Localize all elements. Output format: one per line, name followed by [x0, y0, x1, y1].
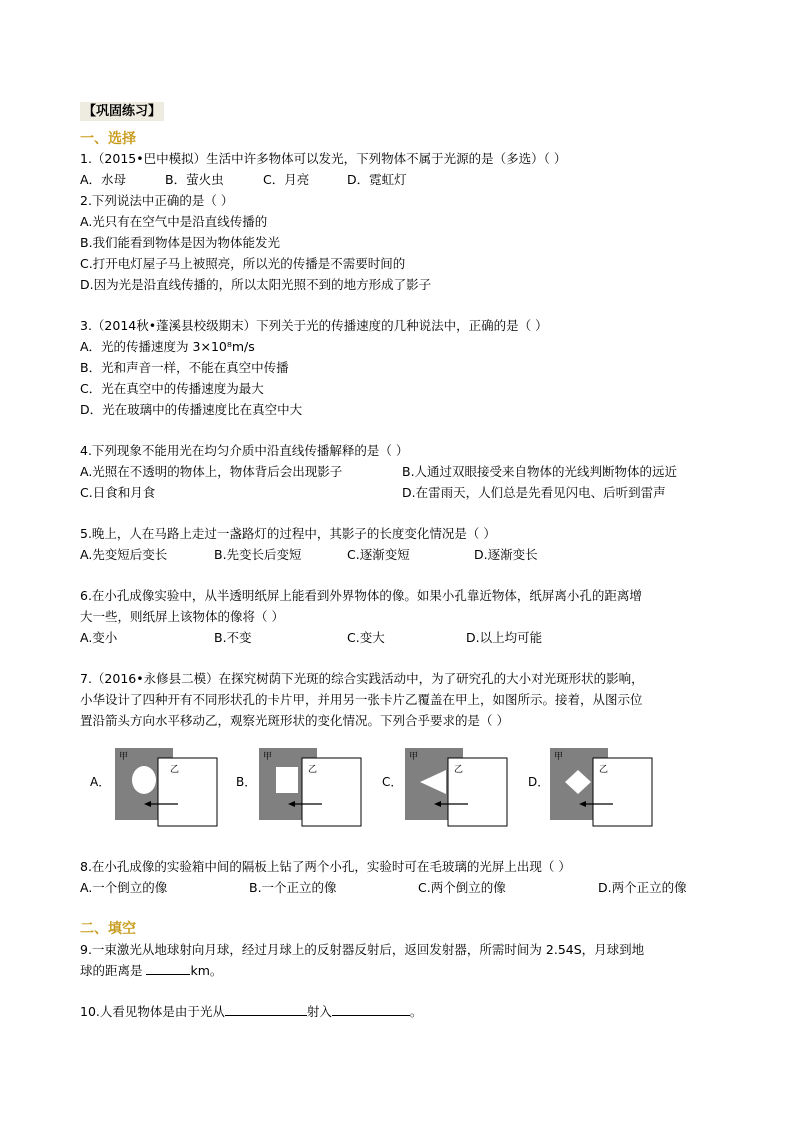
- section-heading-tag: 【巩固练习】: [80, 102, 164, 121]
- q9-stem-line1: 9.一束激光从地球射向月球，经过月球上的反射器反射后，返回发射器，所需时间为 2.54S，月球到地: [80, 942, 645, 957]
- q2-option-c: C.打开电灯屋子马上被照亮，所以光的传播是不需要时间的: [80, 256, 406, 271]
- section-title-fill: 二、填空: [80, 921, 136, 937]
- q7-figure-option-b[interactable]: [234, 748, 394, 828]
- q6-stem-line1: 6.在小孔成像实验中，从半透明纸屏上能看到外界物体的像。如果小孔靠近物体，纸屏离小孔的距离增: [80, 588, 642, 603]
- card-yi-label: 乙: [599, 765, 609, 775]
- q3-stem: 3.（2014秋•蓬溪县校级期末）下列关于光的传播速度的几种说法中，正确的是（ ）: [80, 318, 548, 333]
- q2-option-b: B.我们能看到物体是因为物体能发光: [80, 235, 281, 250]
- q4-option-c: C.日食和月食: [80, 485, 156, 500]
- q3-option-b: B．光和声音一样，不能在真空中传播: [80, 360, 289, 375]
- q7-figure-d-drawing: [526, 748, 686, 828]
- q7-figure-option-c[interactable]: [380, 748, 540, 828]
- card-yi: [158, 758, 217, 826]
- card-jia-label: 甲: [263, 752, 273, 762]
- q6-option-c: C.变大: [347, 630, 385, 645]
- q7-figure-c-label: C．: [382, 775, 403, 789]
- q9-answer-blank[interactable]: [146, 962, 190, 975]
- q10-stem: [80, 1003, 422, 1020]
- q6-option-b: B.不变: [214, 630, 252, 645]
- card-yi-label: 乙: [170, 765, 180, 775]
- q9-text-before: 球的距离是: [80, 963, 147, 978]
- q10-answer-blank-2[interactable]: [332, 1003, 410, 1016]
- section-title-choice: 一、选择: [80, 131, 136, 147]
- q10-answer-blank-1[interactable]: [225, 1003, 307, 1016]
- q4-stem: 4.下列现象不能用光在均匀介质中沿直线传播解释的是（ ）: [80, 443, 409, 458]
- q1-option-c: C．月亮: [263, 172, 310, 187]
- q7-figure-a-drawing: [88, 748, 248, 828]
- q5-option-b: B.先变长后变短: [214, 547, 302, 562]
- q7-figure-c-drawing: [380, 748, 540, 828]
- q10-text-after: 。: [409, 1004, 423, 1019]
- card-yi-label: 乙: [308, 765, 318, 775]
- square-hole: [276, 767, 298, 793]
- q3-option-c: C．光在真空中的传播速度为最大: [80, 381, 264, 396]
- q7-figure-option-d[interactable]: [526, 748, 686, 828]
- q4-option-d: D.在雷雨天，人们总是先看见闪电、后听到雷声: [402, 485, 666, 500]
- q1-option-b: B．萤火虫: [165, 172, 224, 187]
- q1-stem: 1.（2015•巴中模拟）生活中许多物体可以发光，下列物体不属于光源的是（多选）（ ）: [80, 151, 567, 166]
- q1-option-d: D．霓虹灯: [347, 172, 407, 187]
- q2-stem: 2.下列说法中正确的是（ ）: [80, 193, 234, 208]
- q8-stem: 8.在小孔成像的实验箱中间的隔板上钻了两个小孔，实验时可在毛玻璃的光屏上出现（ ）: [80, 859, 571, 874]
- q7-figure-d-label: D．: [528, 775, 550, 789]
- q10-text-mid: 射入: [306, 1004, 332, 1019]
- q5-option-c: C.逐渐变短: [347, 547, 410, 562]
- q6-stem-line2: 大一些，则纸屏上该物体的像将（ ）: [80, 609, 284, 624]
- q2-option-a: A.光只有在空气中是沿直线传播的: [80, 214, 268, 229]
- card-jia-label: 甲: [409, 752, 419, 762]
- card-jia-label: 甲: [554, 752, 564, 762]
- q7-stem-line2: 小华设计了四种开有不同形状孔的卡片甲，并用另一张卡片乙覆盖在甲上，如图所示。接着，从图示位: [80, 692, 643, 707]
- q7-figure-option-a[interactable]: [88, 748, 248, 828]
- q6-option-a: A.变小: [80, 630, 118, 645]
- q3-option-a: A．光的传播速度为 3×10⁸m/s: [80, 339, 255, 354]
- q7-stem-line3: 置沿箭头方向水平移动乙，观察光斑形状的变化情况。下列合乎要求的是（ ）: [80, 713, 509, 728]
- q9-stem-line2: [80, 962, 222, 979]
- q2-option-d: D.因为光是沿直线传播的，所以太阳光照不到的地方形成了影子: [80, 277, 432, 292]
- q9-text-after: km。: [190, 963, 223, 978]
- q7-figure-b-drawing: [234, 748, 394, 828]
- q1-option-a: A．水母: [80, 172, 127, 187]
- q4-option-b: B.人通过双眼接受来自物体的光线判断物体的远近: [402, 464, 678, 479]
- q4-option-a: A.光照在不透明的物体上，物体背后会出现影子: [80, 464, 343, 479]
- q8-option-c: C.两个倒立的像: [418, 880, 506, 895]
- q5-option-d: D.逐渐变长: [474, 547, 538, 562]
- q7-figure-b-label: B．: [236, 775, 257, 789]
- q8-option-b: B.一个正立的像: [249, 880, 337, 895]
- circle-hole: [132, 766, 156, 794]
- q7-stem-line1: 7.（2016•永修县二模）在探究树荫下光斑的综合实践活动中，为了研究孔的大小对光斑形状的影响，: [80, 671, 644, 686]
- q8-option-d: D.两个正立的像: [598, 880, 687, 895]
- q6-option-d: D.以上均可能: [466, 630, 543, 645]
- card-jia-label: 甲: [119, 752, 129, 762]
- q5-option-a: A.先变短后变长: [80, 547, 168, 562]
- q3-option-d: D．光在玻璃中的传播速度比在真空中大: [80, 402, 303, 417]
- q10-text-before: 10.人看见物体是由于光从: [80, 1004, 225, 1019]
- card-yi-label: 乙: [454, 765, 464, 775]
- q7-figure-a-label: A．: [90, 775, 111, 789]
- q8-option-a: A.一个倒立的像: [80, 880, 168, 895]
- q5-stem: 5.晚上，人在马路上走过一盏路灯的过程中，其影子的长度变化情况是（ ）: [80, 526, 496, 541]
